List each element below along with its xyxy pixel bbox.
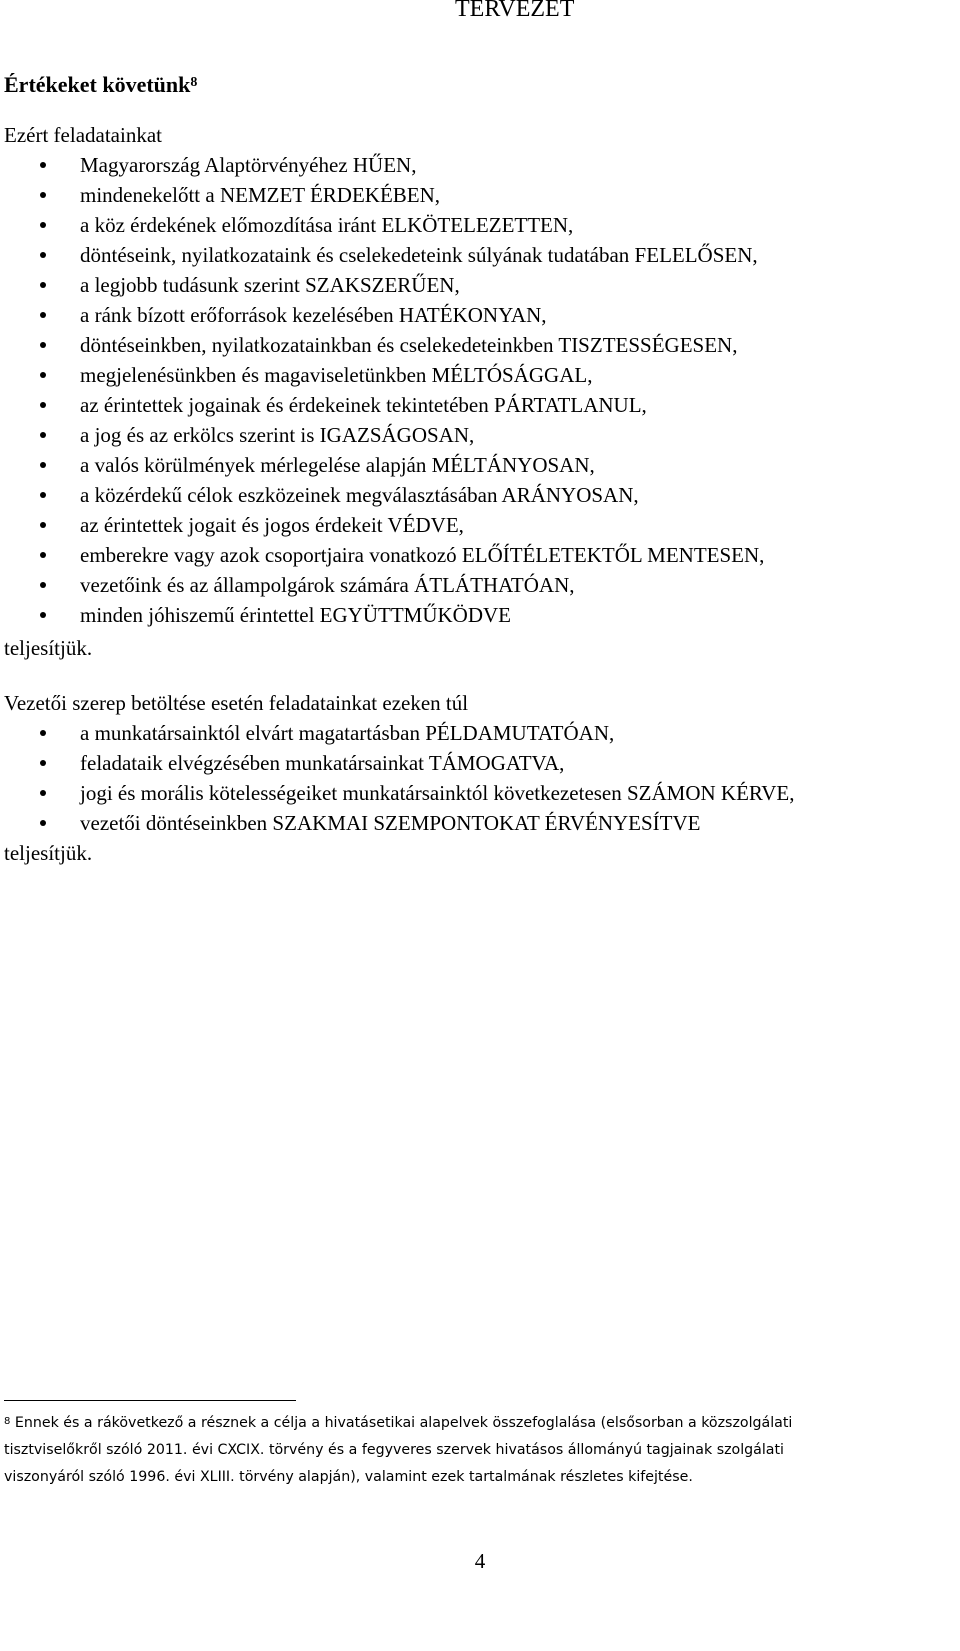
- section1-intro: Ezért feladatainkat: [4, 123, 162, 147]
- bullet-icon: [40, 342, 46, 348]
- bullet-icon: [40, 312, 46, 318]
- list-item: [0, 570, 764, 600]
- list-item: [0, 480, 764, 510]
- section2-intro: Vezetői szerep betöltése esetén feladatainkat ezeken túl: [4, 691, 469, 715]
- values-list: [0, 150, 764, 630]
- section1-closing: teljesítjük.: [4, 636, 93, 660]
- list-item: [0, 390, 764, 420]
- list-item: [0, 420, 764, 450]
- bullet-icon: [40, 552, 46, 558]
- bullet-icon: [40, 582, 46, 588]
- bullet-icon: [40, 402, 46, 408]
- list-item-text: a köz érdekének előmozdítása iránt ELKÖTELEZETTEN,: [80, 213, 574, 237]
- page-number: 4: [474, 1549, 486, 1573]
- list-item-text: az érintettek jogainak és érdekeinek tekintetében PÁRTATLANUL,: [80, 393, 647, 417]
- footnote-line-3: viszonyáról szóló 1996. évi XLIII. törvény alapján), valamint ezek tartalmának részletes kifejtése.: [4, 1469, 693, 1485]
- bullet-icon: [40, 282, 46, 288]
- list-item: [0, 330, 764, 360]
- bullet-icon: [40, 372, 46, 378]
- list-item-text: mindenekelőtt a NEMZET ÉRDEKÉBEN,: [80, 183, 441, 207]
- bullet-icon: [40, 252, 46, 258]
- section-title: [4, 70, 197, 100]
- section2-closing: teljesítjük.: [4, 841, 93, 865]
- bullet-icon: [40, 612, 46, 618]
- list-item: [0, 450, 764, 480]
- bullet-icon: [40, 522, 46, 528]
- list-item: [0, 240, 764, 270]
- bullet-icon: [40, 820, 46, 826]
- footnote-reference: 8: [190, 75, 198, 90]
- list-item-text: vezetőink és az állampolgárok számára ÁTLÁTHATÓAN,: [80, 573, 575, 597]
- list-item: [0, 210, 764, 240]
- list-item-text: a ránk bízott erőforrások kezelésében HATÉKONYAN,: [80, 303, 547, 327]
- list-item-text: döntéseink, nyilatkozataink és cselekedeteink súlyának tudatában FELELŐSEN,: [80, 243, 758, 267]
- list-item-text: jogi és morális kötelességeiket munkatársainktól következetesen SZÁMON KÉRVE,: [80, 781, 795, 805]
- footnote-marker: 8: [4, 1416, 11, 1427]
- list-item: [0, 718, 795, 748]
- list-item-text: vezetői döntéseinkben SZAKMAI SZEMPONTOKAT ÉRVÉNYESÍTVE: [80, 811, 701, 835]
- bullet-icon: [40, 760, 46, 766]
- list-item: [0, 510, 764, 540]
- bullet-icon: [40, 730, 46, 736]
- list-item: [0, 270, 764, 300]
- draft-stamp: TERVEZET: [455, 0, 575, 22]
- list-item-text: az érintettek jogait és jogos érdekeit VÉDVE,: [80, 513, 464, 537]
- list-item: [0, 808, 795, 838]
- list-item: [0, 360, 764, 390]
- bullet-icon: [40, 432, 46, 438]
- footnote: [4, 1410, 944, 1491]
- bullet-icon: [40, 222, 46, 228]
- bullet-icon: [40, 492, 46, 498]
- list-item: [0, 748, 795, 778]
- list-item: [0, 540, 764, 570]
- list-item-text: emberekre vagy azok csoportjaira vonatkozó ELŐÍTÉLETEKTŐL MENTESEN,: [80, 543, 765, 567]
- footnote-line-2: tisztviselőkről szóló 2011. évi CXCIX. törvény és a fegyveres szervek hivatásos állományú tagjainak szolgálati: [4, 1442, 784, 1458]
- footnote-text-1: Ennek és a rákövetkező a résznek a célja a hivatásetikai alapelvek összefoglalása (elsősorban a közszolgálati: [14, 1415, 793, 1431]
- section-title-text: Értékeket követünk: [4, 72, 191, 97]
- list-item: [0, 150, 764, 180]
- list-item: [0, 180, 764, 210]
- bullet-icon: [40, 790, 46, 796]
- list-item-text: Magyarország Alaptörvényéhez HŰEN,: [80, 153, 417, 177]
- list-item: [0, 778, 795, 808]
- bullet-icon: [40, 162, 46, 168]
- list-item-text: minden jóhiszemű érintettel EGYÜTTMŰKÖDVE: [80, 603, 511, 627]
- footnote-separator: [4, 1400, 296, 1401]
- list-item-text: megjelenésünkben és magaviseletünkben MÉLTÓSÁGGAL,: [80, 363, 593, 387]
- list-item-text: a jog és az erkölcs szerint is IGAZSÁGOSAN,: [80, 423, 475, 447]
- list-item-text: feladataik elvégzésében munkatársainkat TÁMOGATVA,: [80, 751, 565, 775]
- list-item-text: a valós körülmények mérlegelése alapján MÉLTÁNYOSAN,: [80, 453, 595, 477]
- footnote-line-1: [4, 1410, 944, 1437]
- list-item-text: a legjobb tudásunk szerint SZAKSZERŰEN,: [80, 273, 460, 297]
- bullet-icon: [40, 192, 46, 198]
- leadership-list: [0, 718, 795, 838]
- bullet-icon: [40, 462, 46, 468]
- list-item-text: a közérdekű célok eszközeinek megválasztásában ARÁNYOSAN,: [80, 483, 639, 507]
- list-item: [0, 600, 764, 630]
- list-item-text: döntéseinkben, nyilatkozatainkban és cselekedeteinkben TISZTESSÉGESEN,: [80, 333, 738, 357]
- list-item-text: a munkatársainktól elvárt magatartásban PÉLDAMUTATÓAN,: [80, 721, 615, 745]
- list-item: [0, 300, 764, 330]
